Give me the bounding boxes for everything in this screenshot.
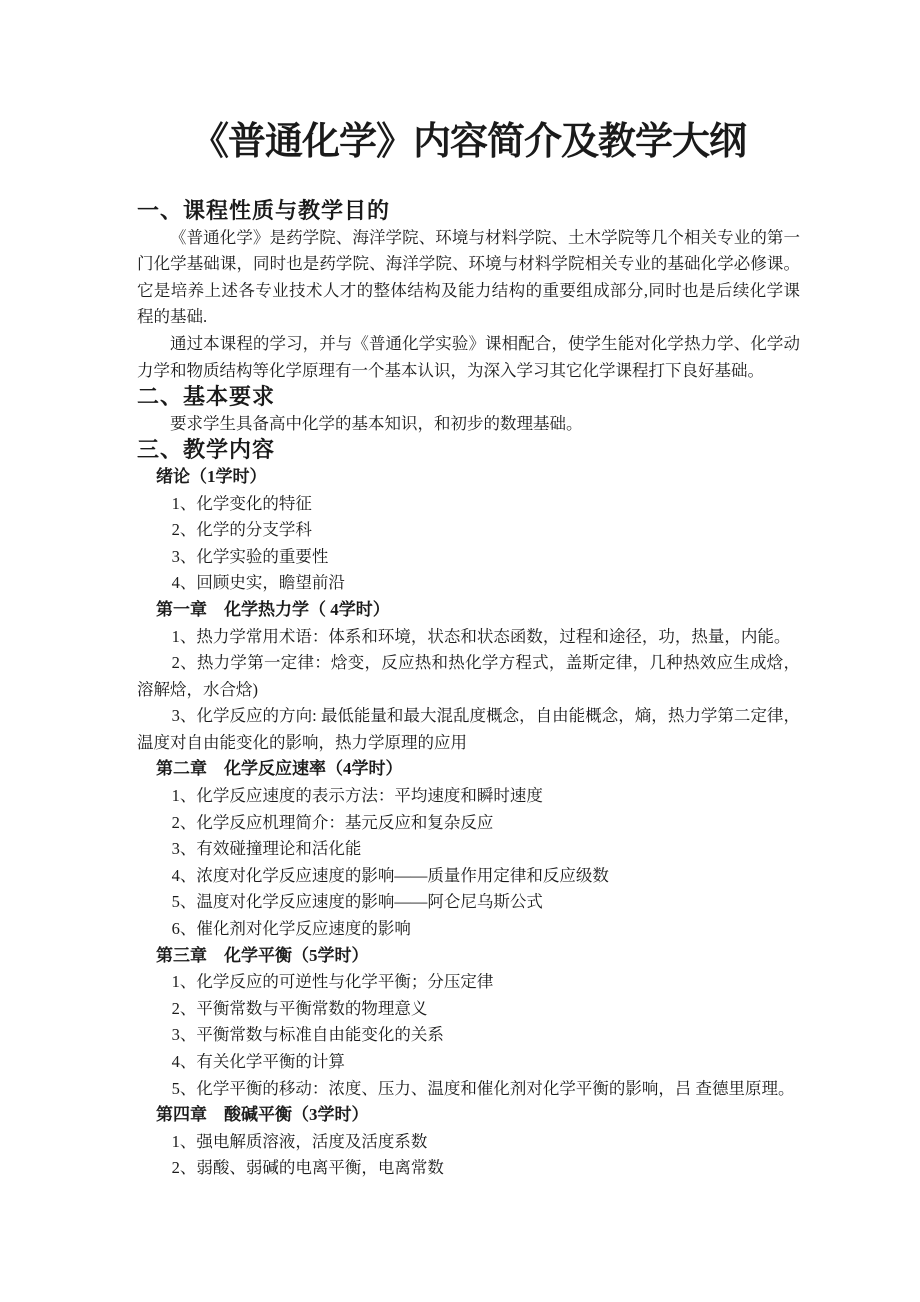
paragraph: 通过本课程的学习，并与《普通化学实验》课相配合，使学生能对化学热力学、化学动力学和物质结构等化学原理有一个基本认识，为深入学习其它化学课程打下良好基础。 [137,333,800,380]
syllabus-item: 1、化学变化的特征 [171,493,312,513]
chapter-heading-3: 第三章 化学平衡（5学时） [156,945,369,965]
syllabus-item: 1、化学反应速度的表示方法：平均速度和瞬时速度 [171,786,543,806]
syllabus-item: 2、化学反应机理简介：基元反应和复杂反应 [171,812,494,832]
chapter-heading-4: 第四章 酸碱平衡（3学时） [156,1105,369,1125]
chapter-heading-2: 第二章 化学反应速率（4学时） [156,759,403,779]
syllabus-item: 2、平衡常数与平衡常数的物理意义 [171,998,428,1018]
syllabus-item: 4、浓度对化学反应速度的影响——质量作用定律和反应级数 [171,865,609,885]
syllabus-item: 1、热力学常用术语：体系和环境，状态和状态函数，过程和途径，功，热量，内能。 [171,626,791,646]
syllabus-item: 2、弱酸、弱碱的电离平衡，电离常数 [171,1158,444,1178]
syllabus-item: 3、平衡常数与标准自由能变化的关系 [171,1025,444,1045]
syllabus-item: 3、化学反应的方向: 最低能量和最大混乱度概念，自由能概念，熵，热力学第二定律，温度对自由能变化的影响，热力学原理的应用 [137,706,800,752]
section-heading-course-nature: 一、课程性质与教学目的 [137,198,391,223]
section-heading-teaching-content: 三、教学内容 [137,437,276,463]
syllabus-item: 4、回顾史实，瞻望前沿 [171,573,345,593]
section-heading-basic-requirements: 二、基本要求 [137,384,276,410]
chapter-heading-1: 第一章 化学热力学（ 4学时） [156,599,390,619]
paragraph: 《普通化学》是药学院、海洋学院、环境与材料学院、土木学院等几个相关专业的第一门化学基础课，同时也是药学院、海洋学院、环境与材料学院相关专业的基础化学必修课。它是培养上述各专业技术人才的整体结构及能力结构的重要组成部分,同时也是后续化学课程的基础. [137,227,800,327]
syllabus-item: 2、热力学第一定律：焓变，反应热和热化学方程式，盖斯定律，几种热效应生成焓，溶解焓，水合焓) [137,653,800,699]
document-title: 《普通化学》内容简介及教学大纲 [190,121,746,163]
syllabus-item: 6、催化剂对化学反应速度的影响 [171,919,411,939]
syllabus-item: 5、化学平衡的移动：浓度、压力、温度和催化剂对化学平衡的影响，吕 查德里原理。 [171,1078,795,1098]
syllabus-item: 5、温度对化学反应速度的影响——阿仑尼乌斯公式 [171,892,543,912]
paragraph: 要求学生具备高中化学的基本知识，和初步的数理基础。 [170,413,583,433]
chapter-heading-intro: 绪论（1学时） [156,466,267,486]
syllabus-item: 1、化学反应的可逆性与化学平衡；分压定律 [171,972,494,992]
syllabus-item: 4、有关化学平衡的计算 [171,1052,345,1071]
syllabus-item: 1、强电解质溶液，活度及活度系数 [171,1131,428,1151]
syllabus-item: 3、化学实验的重要性 [171,546,329,566]
syllabus-item: 3、有效碰撞理论和活化能 [171,839,362,859]
syllabus-item: 2、化学的分支学科 [171,520,312,540]
